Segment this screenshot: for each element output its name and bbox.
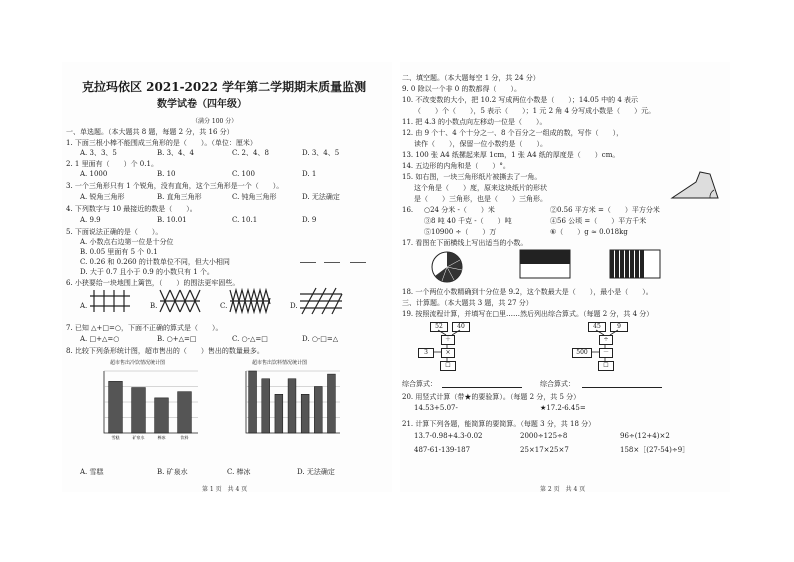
chart-2-bar-4 [301,394,309,433]
chart-1-bar-2 [155,398,169,433]
chart-1-bar-1 [132,388,146,433]
chart-2-bar-1 [262,379,270,433]
q20-expression-b: ★17.2-6.45= [540,404,586,412]
q3-option-b: B. 直角三角形 [157,193,202,201]
q5-option-a: A. 小数点右边第一位是十分位 [80,238,174,246]
q3-option-c: C. 钝角三角形 [232,193,277,201]
fence-diagonal-grid-icon [300,288,342,314]
chart-1-category-label-0: 雪糕 [111,435,120,440]
question-21: 21. 计算下列各题，能简算的要简算。（每题 3 分，共 18 分） [402,420,596,428]
q5-option-d: D. 大于 0.7 且小于 0.9 的小数只有 1 个。 [80,268,214,276]
question-18: 18. 一个两位小数精确到十分位是 9.2，这个数最大是（ ），最小是（ ）。 [402,288,653,296]
question-14: 14. 五边形的内角和是（ ）°。 [402,162,510,170]
separator-dash [300,262,316,263]
chart-1-bar-3 [178,392,192,433]
q2-option-c: C. 100 [232,170,255,178]
q16-item-2: ②0.56 平方米 =（ ）平方分米 [550,206,660,214]
q20-expression-a: 14.53+5.07- [414,404,458,412]
question-12-line-2: 读作（ ），保留一位小数约是（ ）。 [414,140,547,148]
q3-option-a: A. 锐角三角形 [80,193,125,201]
q2-option-a: A. 1000 [80,170,108,178]
section-3-heading: 三、计算题。（本大题共 3 题，共 27 分） [402,299,533,307]
combo-label-2: 综合算式： [540,380,575,388]
chart-2-bar-6 [327,374,335,433]
q3-option-d: D. 无法确定 [302,193,340,201]
q16-item-4: ④56 公顷 =（ ）平方千米 [550,217,647,225]
question-11: 11. 把 4.3 的小数点向左移动一位是（ ）。 [402,118,547,126]
full-score: （满分 100 分） [192,118,238,125]
question-16: 16. [402,206,414,214]
q16-item-6: ⑥（ ）g ≈ 0.018kg [550,228,628,236]
q21-item-1: 13.7-0.98+4.3-0.02 [414,432,483,440]
question-20: 20. 用竖式计算（带★的要验算）。（每题 2 分，共 5 分） [402,393,581,401]
question-15-line-1: 15. 如右图，一块三角形纸片被撕去了一角。 [402,173,542,181]
q7-option-a: A. □+△=○ [80,335,120,343]
q7-option-b: B. ○+△=□ [157,335,197,343]
exam-page-1 [62,62,392,492]
separator-dash [350,262,366,263]
flow-2-op-sub: － [599,348,613,358]
q1-option-c: C. 2、4、8 [232,149,269,157]
q2-option-d: D. 1 [302,170,317,178]
q6-option-c: C. [220,302,228,310]
flow-1-connectors [416,320,486,372]
q16-item-5: ⑤10900 ÷（ ）万 [424,228,497,236]
q8-option-b: B. 矿泉水 [157,468,188,476]
fence-grid-icon [90,290,130,312]
question-1: 1. 下面三根小棒不能围成三角形的是（ ）。（单位：厘米） [66,139,257,147]
q1-option-b: B. 3、4、4 [157,149,194,157]
q21-item-3: 96÷(12+4)×2 [620,432,670,440]
flow-2-connectors [570,320,640,372]
question-13: 13. 100 张 A4 纸摞起来厚 1cm，1 张 A4 纸的厚度是（ ）cm。 [402,151,620,159]
q4-option-a: A. 9.9 [80,216,101,224]
flow-2-input-c: 500 [572,348,592,358]
q4-option-b: B. 10.01 [157,216,187,224]
shaded-bar-figure-1 [520,250,570,278]
section-1-heading: 一、单选题。（本大题共 8 题，每题 2 分，共 16 分） [66,128,234,136]
q8-option-d: D. 无法确定 [297,468,335,476]
question-6: 6. 小狭要给一块地围上篱笆，（ ）的围法更牢固些。 [66,279,240,287]
fence-cross-icon [160,290,200,312]
chart-2-bar-5 [314,387,322,434]
flow-2-input-b: 9 [610,322,628,332]
q21-item-5: 25×17×25×7 [520,446,569,454]
combo-label-1: 综合算式： [402,380,437,388]
shaded-bar-figure-2 [610,250,660,278]
question-5: 5. 下面说法正确的是（ ）。 [66,228,163,236]
question-17: 17. 看图在下面横线上写出适当的小数。 [402,239,528,247]
q6-option-b: B. [150,302,158,310]
exam-title: 克拉玛依区 2021-2022 学年第二学期期末质量监测 [82,80,367,94]
chart-2-title: 超市售出饮料情况统计图 [252,360,308,366]
flow-2-op-div: ÷ [599,335,613,345]
q5-option-b: B. 0.05 里面有 5 个 0.1 [80,248,158,256]
fence-zigzag-icon [230,290,270,312]
question-3: 3. 一个三角形只有 1 个锐角，没有直角，这个三角形是一个（ ）。 [66,182,284,190]
chart-1-category-label-3: 饮料 [180,435,189,440]
separator-dash [324,262,340,263]
chart-2 [232,367,342,447]
flow-2-input-a: 45 [588,322,606,332]
question-15-line-2: 这个角是（ ）度，原来这块纸片的形状 [414,184,547,192]
flow-1-input-c: 3 [418,348,434,358]
q1-option-a: A. 3、3、5 [80,149,117,157]
chart-1 [90,367,200,447]
page-2-footer: 第 2 页 共 4 页 [540,486,586,493]
chart-2-bar-3 [288,379,296,433]
section-2-heading: 二、填空题。（本大题每空 1 分，共 24 分） [402,74,540,82]
chart-1-category-label-2: 棒冰 [157,435,166,440]
question-15-line-3: 是（ ）三角形，也是（ ）三角形。 [414,195,547,203]
exam-page-2 [400,62,730,492]
question-8: 8. 比较下列条形统计图，超市售出的（ ）售出的数量最多。 [66,347,264,355]
q4-option-c: C. 10.1 [232,216,258,224]
flow-2-result-box[interactable]: ☐ [598,361,614,371]
question-19: 19. 按照流程计算，并填写在□里……然后列出综合算式。（每题 2 分，共 4 分） [402,310,654,318]
q6-option-a: A. [80,302,88,310]
combo-answer-line-2[interactable] [582,387,662,388]
q8-option-a: A. 雪糕 [80,468,104,476]
q5-option-c: C. 0.26 和 0.260 的计数单位不同，但大小相同 [80,258,230,266]
page-1-footer: 第 1 页 共 4 页 [202,486,248,493]
question-12-line-1: 12. 由 9 个十、4 个十分之一、8 个百分之一组成的数，写作（ ）， [402,129,624,137]
combo-answer-line-1[interactable] [442,387,522,388]
exam-subtitle: 数学试卷（四年级） [157,99,247,110]
q21-item-4: 487-61-139-187 [414,446,471,454]
question-9: 9. 0 除以一个非 0 的数都得（ ）。 [402,85,521,93]
chart-1-category-label-1: 矿泉水 [132,435,145,440]
q1-option-d: D. 3、4、5 [302,149,340,157]
question-10-line-1: 10. 不改变数的大小，把 10.2 写成两位小数是（ ）；14.05 中的 4 表示 [402,96,639,104]
chart-2-bar-0 [249,371,257,433]
flow-1-input-a: 52 [430,322,448,332]
question-10-line-2: （ ）个（ ），5 表示（ ）；1 元 2 角 4 分写成小数是（ ）元。 [414,107,656,115]
q2-option-b: B. 10 [157,170,176,178]
q21-item-2: 2000÷125÷8 [520,432,568,440]
shaded-circle-figure [430,250,464,284]
flow-1-input-b: 40 [452,322,470,332]
q6-option-d: D. [290,302,298,310]
q16-item-3: ③8 吨 40 千克 -（ ）吨 [424,217,512,225]
chart-1-title: 超市售出冷饮情况统计图 [110,360,166,366]
q8-option-c: C. 棒冰 [227,468,251,476]
q7-option-d: D. ○-□=△ [302,335,339,343]
flow-1-result-box[interactable]: ☐ [440,361,456,371]
question-4: 4. 下列数字与 10 最接近的数是（ ）。 [66,205,197,213]
flow-1-op-add: ＋ [441,335,455,345]
flow-1-op-mul: × [441,348,455,358]
question-2: 2. 1 里面有（ ）个 0.1。 [66,160,158,168]
q4-option-d: D. 9 [302,216,317,224]
q16-item-1: ○24 分米 -（ ）米 [424,206,495,214]
q21-item-6: 158×［(27-54)÷9］ [620,446,690,454]
chart-1-bar-0 [109,381,123,433]
q7-option-c: C. ○-△=□ [232,335,268,343]
torn-triangle-figure [670,170,720,200]
chart-2-bar-2 [275,394,283,433]
question-7: 7. 已知 △+□=○，下面不正确的算式是（ ）。 [66,324,223,332]
